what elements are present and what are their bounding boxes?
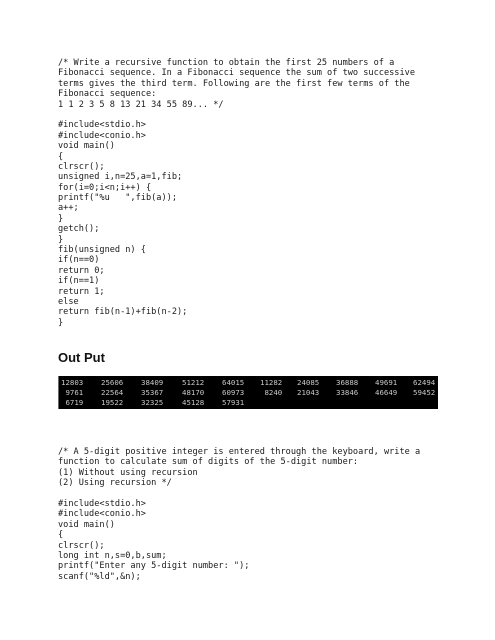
code-line: (2) Using recursion */ [58, 478, 172, 489]
console-value: 33846 [336, 388, 359, 397]
code-block-sum-of-digits [58, 447, 420, 582]
code-line: function to calculate sum of digits of the 5-digit number: [58, 457, 359, 468]
code-line: terms gives the third term. Following are the first few terms of the [58, 78, 410, 89]
console-value: 22564 [101, 388, 124, 397]
console-value: 21043 [297, 388, 320, 397]
console-value: 62494 [413, 378, 436, 387]
code-line: clrscr(); [58, 540, 105, 551]
code-line: } [58, 234, 64, 245]
code-line: void main() [58, 519, 115, 530]
code-line: 1 1 2 3 5 8 13 21 34 55 89... */ [58, 99, 224, 110]
console-value: 46649 [375, 388, 398, 397]
console-value: 6719 [61, 398, 84, 407]
console-value: 59452 [413, 388, 436, 397]
code-line: getch(); [58, 224, 100, 235]
code-line: /* A 5-digit positive integer is entered through the keyboard, write a [58, 447, 421, 457]
console-value: 19522 [101, 398, 124, 407]
console-value: 25606 [101, 378, 124, 387]
code-line: Fibonacci sequence. In a Fibonacci sequence the sum of two successive [58, 68, 415, 79]
code-line: a++; [58, 203, 79, 214]
code-line: printf("%u ",fib(a)); [58, 193, 177, 204]
code-line: unsigned i,n=25,a=1,fib; [58, 172, 183, 183]
code-line: #include<stdio.h> [58, 498, 146, 509]
code-line: return fib(n-1)+fib(n-2); [58, 307, 188, 318]
console-value: 38409 [141, 378, 164, 387]
console-value: 8240 [260, 388, 283, 397]
console-output-screenshot [58, 376, 438, 409]
console-value: 57931 [222, 398, 245, 407]
code-line: Fibonacci sequence: [58, 89, 157, 100]
code-line: scanf("%ld",&n); [58, 571, 141, 582]
code-line: long int n,s=0,b,sum; [58, 550, 167, 561]
code-line: (1) Without using recursion [58, 467, 198, 478]
console-value: 45128 [182, 398, 205, 407]
output-heading: Out Put [58, 350, 105, 365]
code-line: { [58, 530, 64, 541]
console-value: 35367 [141, 388, 164, 397]
code-line: for(i=0;i<n;i++) { [58, 182, 152, 193]
code-line: #include<conio.h> [58, 509, 146, 520]
code-line: #include<conio.h> [58, 130, 146, 141]
code-line: if(n==1) [58, 276, 100, 287]
console-row [58, 398, 438, 408]
console-row [58, 378, 438, 388]
console-value: 48170 [182, 388, 205, 397]
code-line: void main() [58, 141, 115, 152]
console-value: 36888 [336, 378, 359, 387]
code-line: } [58, 213, 64, 224]
code-line: { [58, 151, 64, 162]
console-value: 51212 [182, 378, 205, 387]
console-value: 24085 [297, 378, 320, 387]
code-line: if(n==0) [58, 255, 100, 266]
console-row [58, 388, 438, 398]
console-value: 12803 [61, 378, 84, 387]
code-line: fib(unsigned n) { [58, 245, 146, 256]
code-line: /* Write a recursive function to obtain the first 25 numbers of a [58, 58, 395, 68]
console-value: 64015 [222, 378, 245, 387]
code-line: clrscr(); [58, 161, 105, 172]
code-block-fibonacci [58, 58, 415, 328]
console-value: 11282 [260, 378, 283, 387]
code-line: return 1; [58, 286, 105, 297]
console-value: 32325 [141, 398, 164, 407]
code-line: #include<stdio.h> [58, 120, 146, 131]
console-value: 60973 [222, 388, 245, 397]
code-line: else [58, 296, 79, 307]
code-line: printf("Enter any 5-digit number: "); [58, 561, 250, 572]
code-line: } [58, 317, 64, 328]
console-value: 9761 [61, 388, 84, 397]
code-line [58, 489, 420, 499]
code-line [58, 110, 415, 120]
console-value: 49691 [375, 378, 398, 387]
code-line: return 0; [58, 265, 105, 276]
